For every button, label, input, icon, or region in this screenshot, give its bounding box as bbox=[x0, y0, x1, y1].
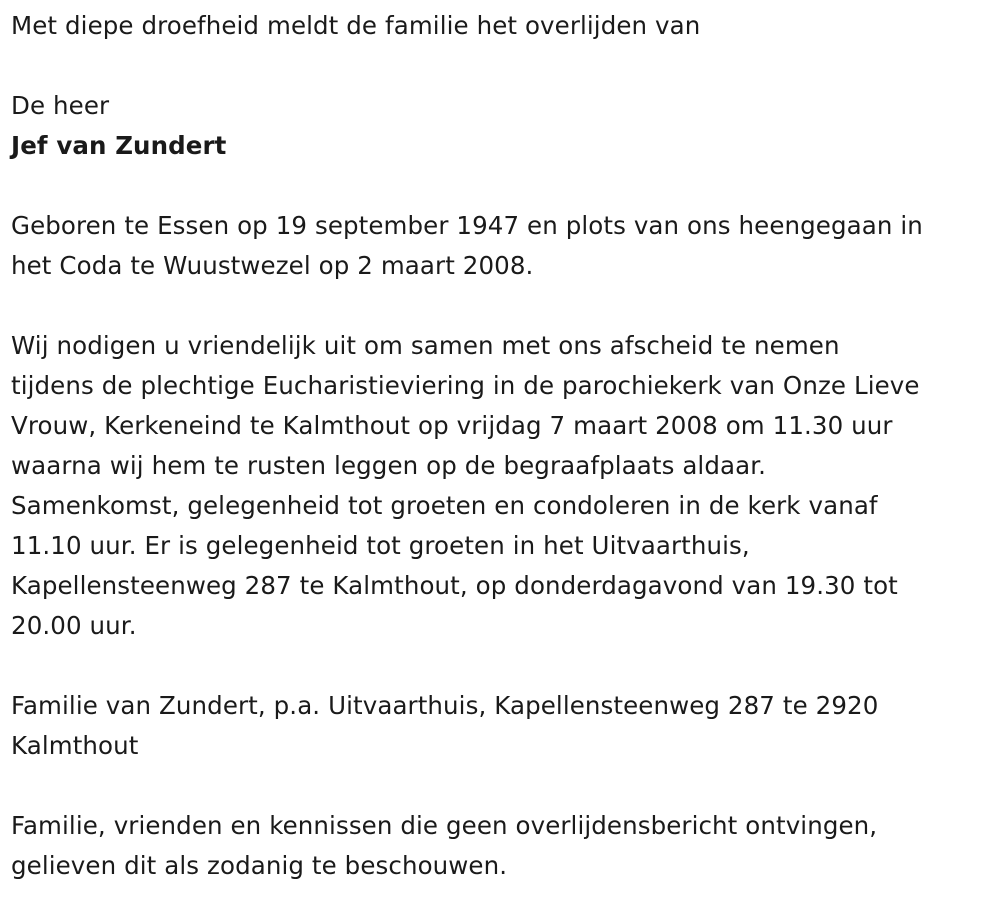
salutation: De heer bbox=[11, 91, 110, 120]
paragraph-line: Samenkomst, gelegenheid tot groeten en condoleren in de kerk vanaf bbox=[11, 491, 878, 520]
spacer bbox=[11, 166, 991, 206]
paragraph-line: het Coda te Wuustwezel op 2 maart 2008. bbox=[11, 251, 534, 280]
spacer bbox=[11, 766, 991, 806]
paragraph-line: Familie van Zundert, p.a. Uitvaarthuis, Kapellensteenweg 287 te 2920 bbox=[11, 691, 879, 720]
spacer bbox=[11, 646, 991, 686]
paragraph-line: Kalmthout bbox=[11, 731, 139, 760]
spacer bbox=[11, 46, 991, 86]
deceased-name: Jef van Zundert bbox=[11, 131, 227, 160]
paragraph-line: waarna wij hem te rusten leggen op de begraafplaats aldaar. bbox=[11, 451, 767, 480]
paragraph-line: tijdens de plechtige Eucharistieviering in de parochiekerk van Onze Lieve bbox=[11, 371, 920, 400]
paragraph-line: Wij nodigen u vriendelijk uit om samen met ons afscheid te nemen bbox=[11, 331, 840, 360]
family-address-paragraph bbox=[11, 686, 991, 766]
paragraph-line: Kapellensteenweg 287 te Kalmthout, op donderdagavond van 19.30 tot bbox=[11, 571, 898, 600]
invitation-paragraph bbox=[11, 326, 991, 646]
paragraph-line: 11.10 uur. Er is gelegenheid tot groeten in het Uitvaarthuis, bbox=[11, 531, 750, 560]
intro-text: Met diepe droefheid meldt de familie het overlijden van bbox=[11, 11, 701, 40]
paragraph-line: Geboren te Essen op 19 september 1947 en plots van ons heengegaan in bbox=[11, 211, 923, 240]
spacer bbox=[11, 286, 991, 326]
closing-paragraph bbox=[11, 806, 991, 886]
paragraph-line: gelieven dit als zodanig te beschouwen. bbox=[11, 851, 508, 880]
paragraph-line: Vrouw, Kerkeneind te Kalmthout op vrijdag 7 maart 2008 om 11.30 uur bbox=[11, 411, 893, 440]
death-notice bbox=[11, 6, 991, 886]
paragraph-line: 20.00 uur. bbox=[11, 611, 137, 640]
birth-death-paragraph bbox=[11, 206, 991, 286]
paragraph-line: Familie, vrienden en kennissen die geen overlijdensbericht ontvingen, bbox=[11, 811, 878, 840]
